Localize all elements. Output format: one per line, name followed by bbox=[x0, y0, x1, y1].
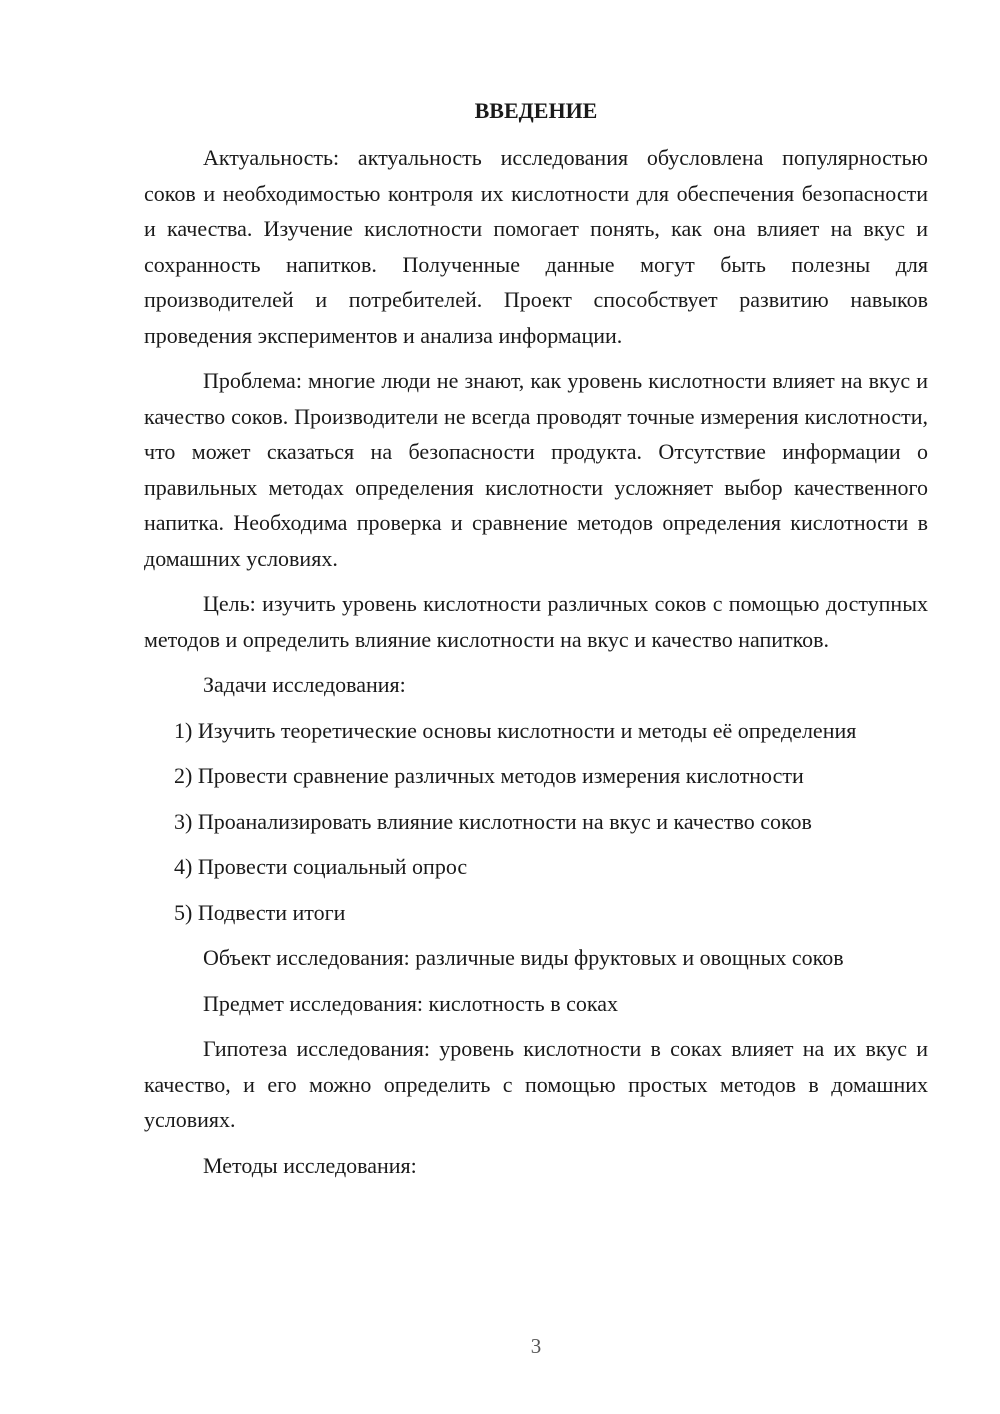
hypothesis-paragraph: Гипотеза исследования: уровень кислотности в соках влияет на их вкус и качество, и его можно определить с помощью простых методов в домашних условиях. bbox=[144, 1036, 928, 1132]
task-item-2: 2) Провести сравнение различных методов измерения кислотности bbox=[174, 763, 804, 788]
task-item-5: 5) Подвести итоги bbox=[174, 899, 346, 925]
methods-heading: Методы исследования: bbox=[203, 1152, 417, 1178]
problem-paragraph: Проблема: многие люди не знают, как уровень кислотности влияет на вкус и качество соков. Производители не всегда проводят точные измерения кислотности, что может сказаться на безопасности продукта. Отсутствие информации о правильных методах определения кислотности усложняет выбор качественного напитка. Необходима проверка и сравнение методов определения кислотности в домашних условиях. bbox=[144, 368, 928, 571]
task-item-1: 1) Изучить теоретические основы кислотности и методы её определения bbox=[174, 717, 857, 743]
relevance-paragraph: Актуальность: актуальность исследования обусловлена популярностью соков и необходимостью контроля их кислотности для обеспечения безопасности и качества. Изучение кислотности помогает понять, как она влияет на вкус и сохранность напитков. Полученные данные могут быть полезны для производителей и потребителей. Проект способствует развитию навыков проведения экспериментов и анализа информации. bbox=[144, 145, 928, 348]
page-number: 3 bbox=[530, 1334, 542, 1358]
task-item-4: 4) Провести социальный опрос bbox=[174, 854, 468, 879]
goal-paragraph: Цель: изучить уровень кислотности различных соков с помощью доступных методов и определить влияние кислотности на вкус и качество напитков. bbox=[144, 591, 928, 652]
tasks-heading: Задачи исследования: bbox=[203, 672, 406, 697]
task-item-3: 3) Проанализировать влияние кислотности на вкус и качество соков bbox=[174, 808, 812, 834]
section-title: ВВЕДЕНИЕ bbox=[474, 98, 598, 123]
object-paragraph: Объект исследования: различные виды фруктовых и овощных соков bbox=[203, 945, 844, 970]
page-content bbox=[144, 96, 928, 1183]
subject-paragraph: Предмет исследования: кислотность в соках bbox=[203, 990, 618, 1016]
